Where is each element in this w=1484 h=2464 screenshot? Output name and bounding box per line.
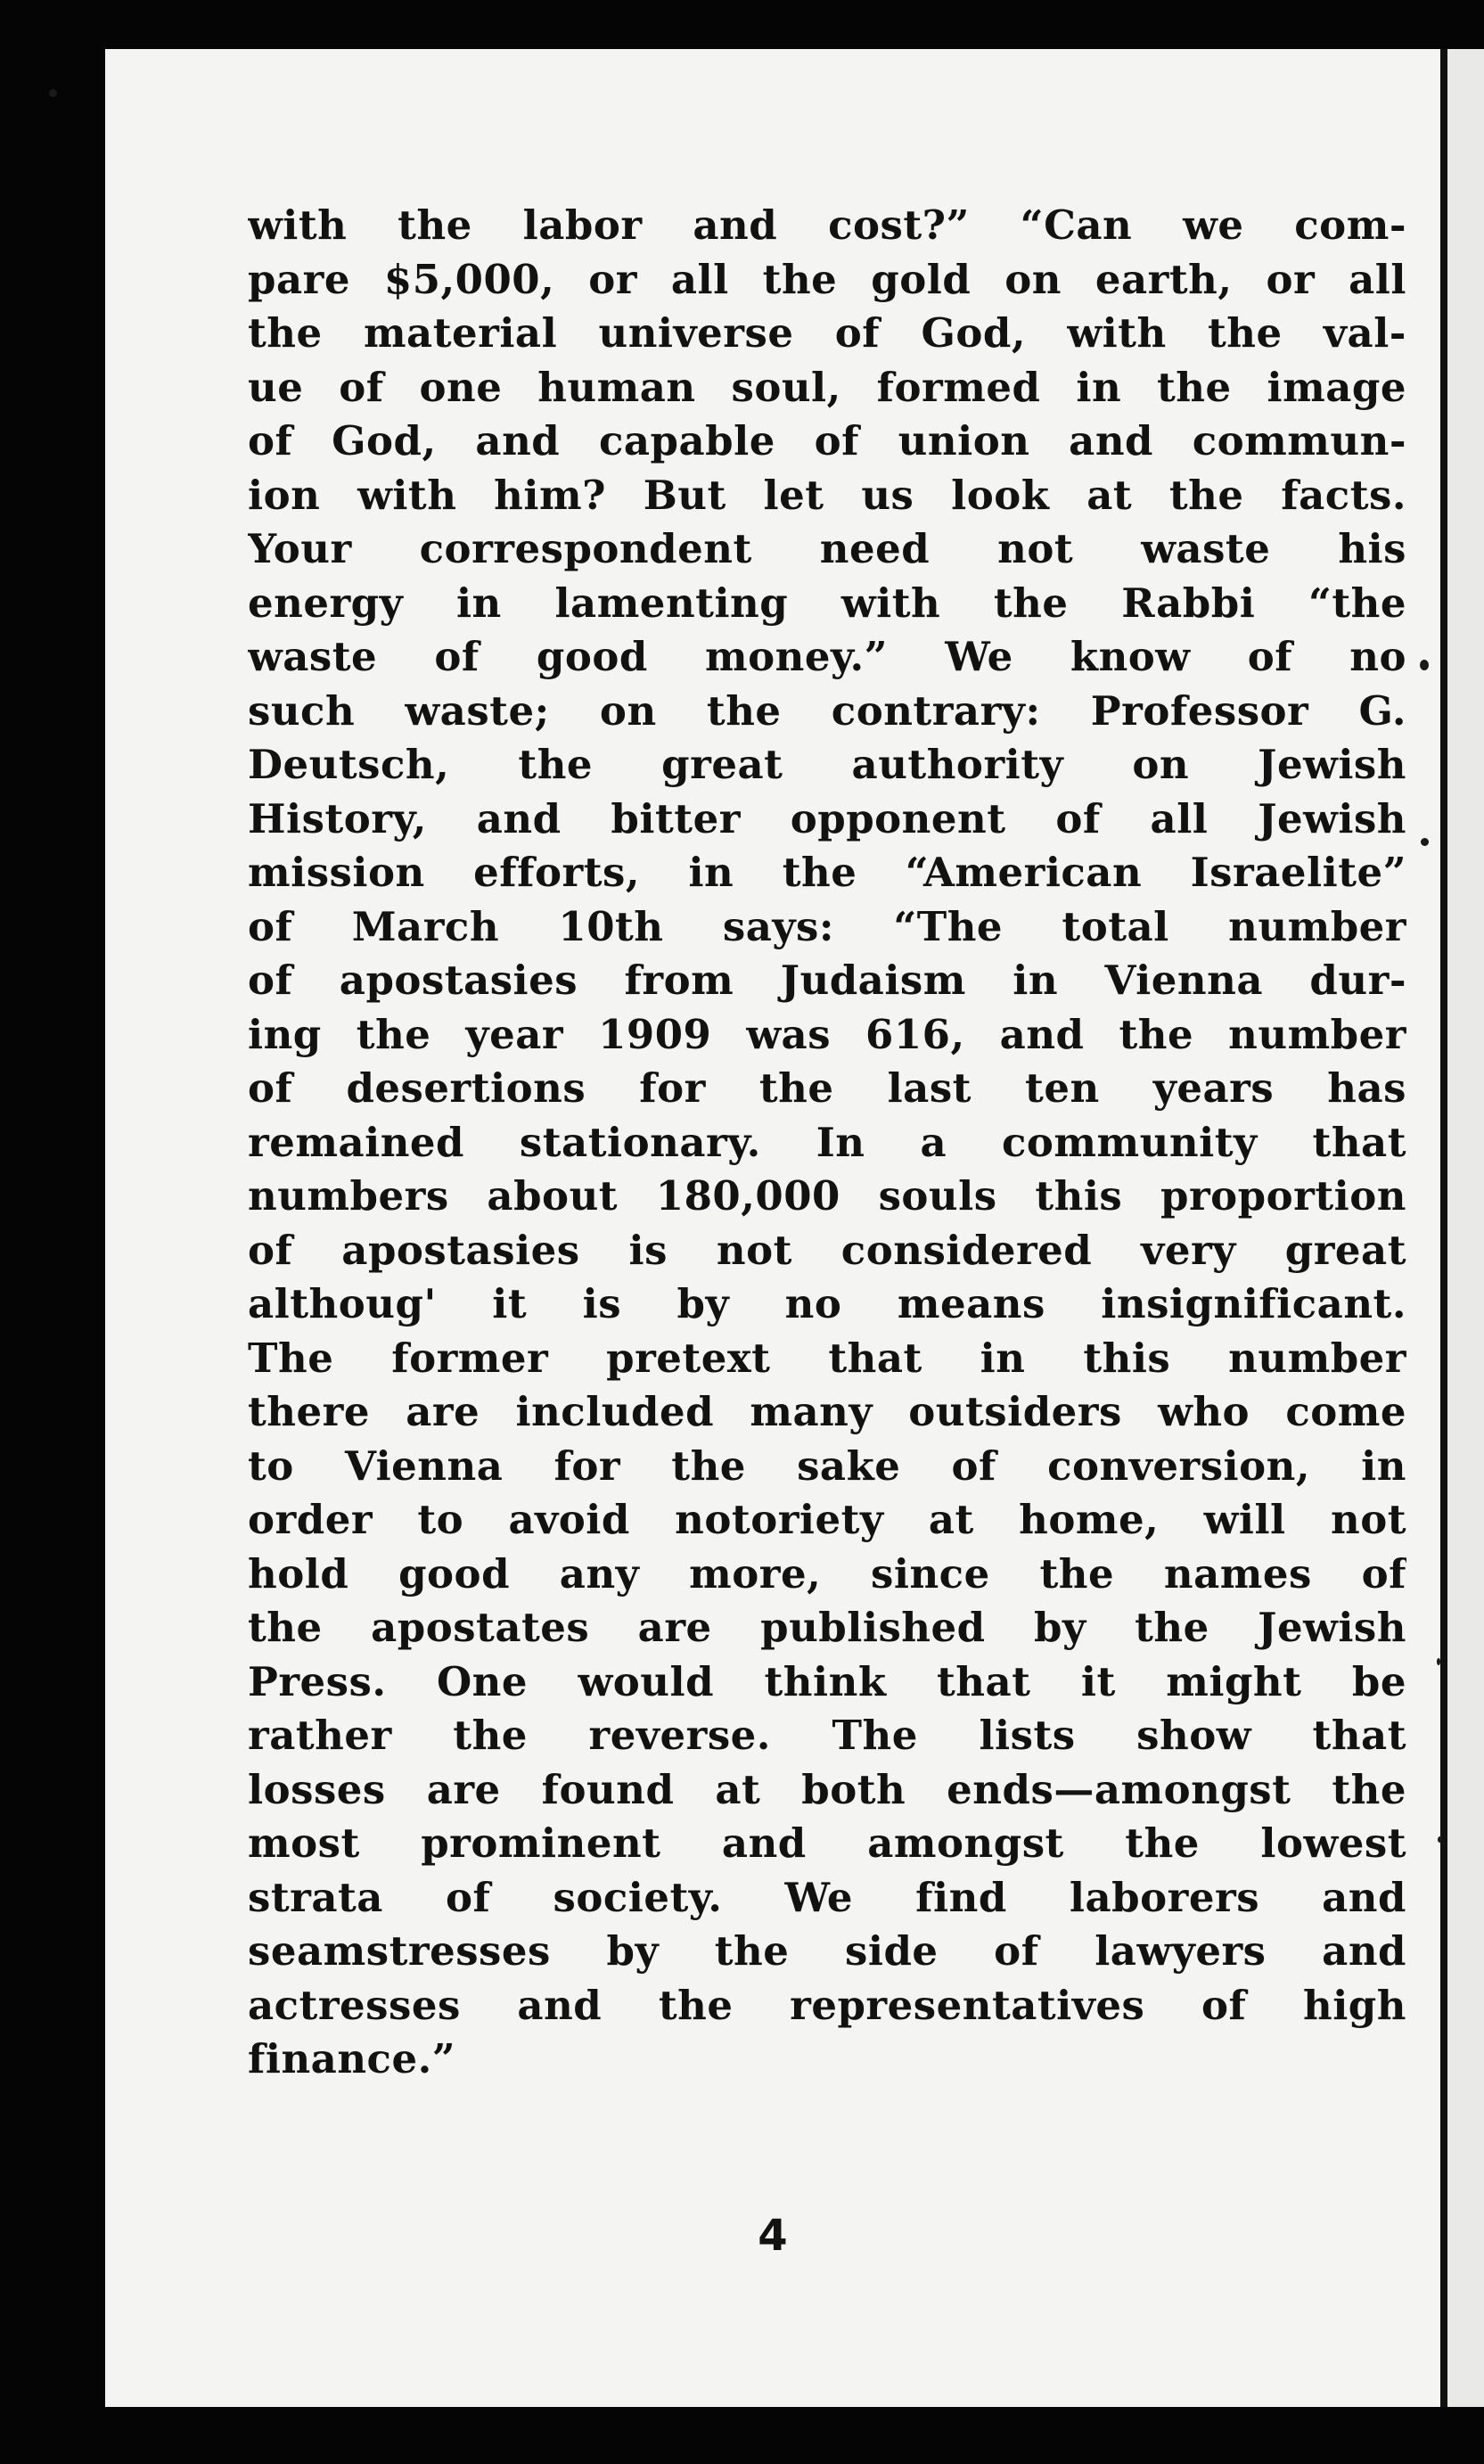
document-page bbox=[105, 49, 1440, 2407]
text-line: with the labor and cost?” “Can we com- bbox=[248, 201, 1406, 249]
text-line: mission efforts, in the “American Israelite” bbox=[248, 849, 1406, 896]
text-line: ing the year 1909 was 616, and the number bbox=[248, 1010, 1406, 1058]
text-line: losses are found at both ends—amongst the bbox=[248, 1765, 1406, 1813]
text-line: waste of good money.” We know of no bbox=[248, 633, 1406, 680]
text-line: remained stationary. In a community that bbox=[248, 1118, 1406, 1166]
scan-speck bbox=[1437, 1658, 1440, 1665]
text-line: The former pretext that in this number bbox=[248, 1334, 1406, 1382]
text-line: of March 10th says: “The total number bbox=[248, 902, 1406, 950]
text-line: of God, and capable of union and commun- bbox=[248, 417, 1406, 464]
text-line: numbers about 180,000 souls this proportion bbox=[248, 1172, 1406, 1220]
scan-speck bbox=[1420, 660, 1429, 670]
text-line: of desertions for the last ten years has bbox=[248, 1064, 1406, 1112]
text-line: strata of society. We find laborers and bbox=[248, 1873, 1406, 1921]
text-line: Your correspondent need not waste his bbox=[248, 525, 1406, 572]
scan-speck bbox=[1421, 838, 1429, 846]
text-line: energy in lamenting with the Rabbi “the bbox=[248, 579, 1406, 627]
page-number: 4 bbox=[758, 2211, 788, 2261]
text-line: order to avoid notoriety at home, will not bbox=[248, 1496, 1406, 1543]
adjacent-page-edge bbox=[1440, 49, 1484, 2407]
text-line: pare $5,000, or all the gold on earth, or all bbox=[248, 255, 1406, 303]
text-line: of apostasies from Judaism in Vienna dur- bbox=[248, 957, 1406, 1004]
text-line: rather the reverse. The lists show that bbox=[248, 1712, 1406, 1759]
text-line: ue of one human soul, formed in the image bbox=[248, 363, 1406, 411]
text-line: History, and bitter opponent of all Jewish bbox=[248, 794, 1406, 842]
text-line: ion with him? But let us look at the facts. bbox=[248, 471, 1406, 519]
body-text bbox=[248, 199, 1406, 2087]
text-line: to Vienna for the sake of conversion, in bbox=[248, 1441, 1406, 1490]
text-line: the material universe of God, with the val- bbox=[248, 309, 1406, 357]
text-line: seamstresses by the side of lawyers and bbox=[248, 1927, 1406, 1975]
text-line: finance.” bbox=[248, 2035, 456, 2082]
text-line: most prominent and amongst the lowest bbox=[248, 1819, 1406, 1867]
text-line: althoug' it is by no means insignificant. bbox=[248, 1280, 1406, 1327]
text-line: Press. One would think that it might be bbox=[248, 1657, 1406, 1705]
text-line: there are included many outsiders who come bbox=[248, 1388, 1406, 1435]
scan-speck bbox=[1438, 1836, 1442, 1843]
text-line: of apostasies is not considered very great bbox=[248, 1226, 1406, 1274]
text-line: Deutsch, the great authority on Jewish bbox=[248, 741, 1406, 788]
scan-speck bbox=[49, 89, 57, 97]
text-line: such waste; on the contrary: Professor G. bbox=[248, 686, 1406, 735]
text-line: hold good any more, since the names of bbox=[248, 1549, 1406, 1597]
text-line: the apostates are published by the Jewish bbox=[248, 1604, 1406, 1651]
text-line: actresses and the representatives of high bbox=[248, 1981, 1406, 2029]
